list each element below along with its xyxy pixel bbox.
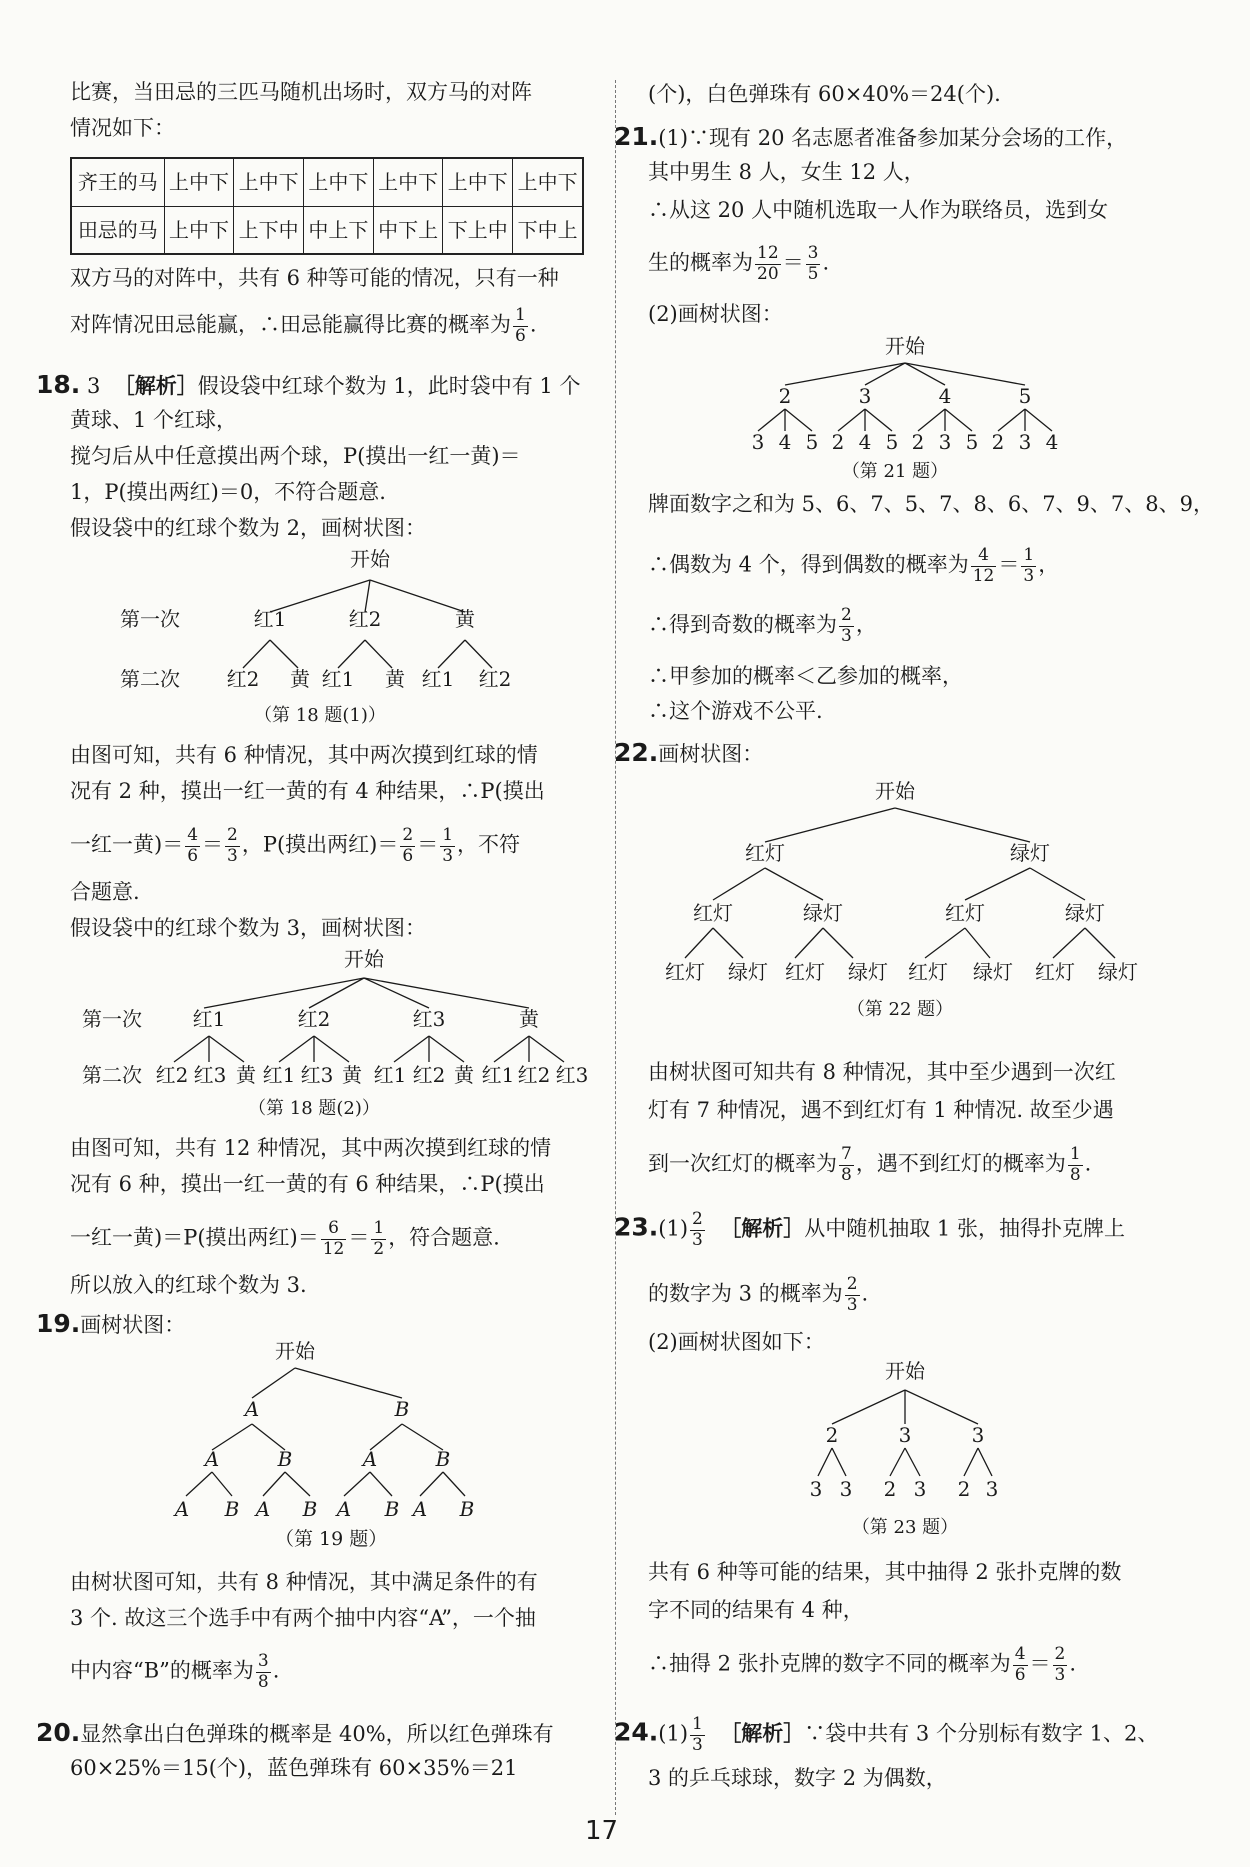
tree-node: 红灯 xyxy=(785,960,825,984)
fraction xyxy=(1013,1645,1028,1685)
table-cell: 下上中 xyxy=(443,206,513,254)
q21-line7 xyxy=(648,546,1059,586)
tree-root: 开始 xyxy=(885,1359,925,1383)
tree-node: 3 xyxy=(1018,430,1032,454)
figure-caption: （第 22 题） xyxy=(846,999,954,1020)
q18-line2: 黄球、1 个红球， xyxy=(70,408,238,432)
text: ∴得到奇数的概率为 xyxy=(648,612,837,637)
frac-den: 12 xyxy=(322,1238,345,1259)
text: 假设袋中红球个数为 1，此时袋中有 1 个 xyxy=(197,374,581,398)
q24-line1 xyxy=(614,1715,1158,1755)
frac-num: 7 xyxy=(841,1144,852,1164)
tree-node: 2 xyxy=(957,1477,971,1501)
frac-num: 6 xyxy=(321,1219,347,1240)
q20-cont: (个)，白色弹珠有 60×40%＝24(个). xyxy=(648,82,1001,106)
frac-num: 1 xyxy=(373,1218,385,1238)
text: ＝ xyxy=(782,250,804,275)
tree-node: 红灯 xyxy=(945,901,985,925)
tree-node: 红1 xyxy=(421,667,455,691)
tree-node: 红2 xyxy=(478,667,512,691)
tree-root: 开始 xyxy=(350,547,390,571)
table-cell: 上中下 xyxy=(304,158,374,206)
tree-node: 红1 xyxy=(321,667,355,691)
q21-line6: 牌面数字之和为 5、6、7、5、7、8、6、7、9、7、8、9， xyxy=(648,492,1215,516)
fraction xyxy=(839,1145,854,1185)
text: ＝ xyxy=(348,1225,370,1250)
tree-diagram-q19 xyxy=(160,1340,490,1520)
q21-line10: ∴这个游戏不公平. xyxy=(648,699,823,723)
fraction xyxy=(1068,1145,1083,1185)
q21-line5: (2)画树状图： xyxy=(648,302,783,326)
table-cell: 上中下 xyxy=(164,206,234,254)
fraction xyxy=(755,244,781,284)
frac-num: 12 xyxy=(757,243,779,263)
q22-p-line3 xyxy=(648,1145,1091,1185)
tree-node: 2 xyxy=(911,430,925,454)
q18-p1-line2: 况有 2 种，摸出一红一黄的有 4 种结果，∴P(摸出 xyxy=(70,779,545,803)
tree-node: A xyxy=(174,1497,190,1521)
tree-node: 红1 xyxy=(192,1007,226,1031)
q19-p-line1: 由树状图可知，共有 8 种情况，其中满足条件的有 xyxy=(70,1570,538,1594)
tree-node: 红2 xyxy=(348,607,382,631)
text: . xyxy=(1084,1151,1092,1176)
q21-line4 xyxy=(648,244,829,284)
frac-den: 8 xyxy=(257,1671,269,1692)
tree-node: 5 xyxy=(965,430,979,454)
q20-line1 xyxy=(36,1720,554,1745)
figure-caption: （第 18 题(1)） xyxy=(254,705,386,726)
tree-diagram-q18-2 xyxy=(74,948,594,1124)
tree-node: 红灯 xyxy=(665,960,705,984)
text: . xyxy=(1069,1651,1077,1676)
q22-p-line2: 灯有 7 种情况，遇不到红灯有 1 种情况. 故至少遇 xyxy=(648,1098,1114,1122)
text: 显然拿出白色弹珠的概率是 40%，所以红色弹珠有 xyxy=(80,1722,554,1746)
column-divider xyxy=(615,80,616,1815)
tree-node: B xyxy=(435,1447,451,1471)
text: ＝ xyxy=(417,832,439,857)
q18-p1-line1: 由图可知，共有 6 种情况，其中两次摸到红球的情 xyxy=(70,743,538,767)
tree-node: A xyxy=(204,1447,220,1471)
text: 中内容“B”的概率为 xyxy=(70,1658,254,1683)
fraction xyxy=(225,826,240,866)
tree-node: 红2 xyxy=(412,1063,446,1087)
tree-node: 2 xyxy=(991,430,1005,454)
table-cell: 上中下 xyxy=(373,158,443,206)
frac-den: 3 xyxy=(692,1229,703,1250)
text: ∴抽得 2 张扑克牌的数字不同的概率为 xyxy=(648,1651,1011,1676)
tree-node: 绿灯 xyxy=(1098,960,1138,984)
q21-line9: ∴甲参加的概率＜乙参加的概率， xyxy=(648,664,963,688)
frac-den: 3 xyxy=(846,1294,858,1315)
frac-num: 2 xyxy=(1054,1644,1066,1664)
tree-diagram-q23 xyxy=(790,1358,1030,1548)
tree-root: 开始 xyxy=(885,334,925,358)
text: (1)∵现有 20 名志愿者准备参加某分会场的工作， xyxy=(658,126,1128,150)
table-cell: 中下上 xyxy=(373,206,443,254)
tree-node: B xyxy=(394,1397,410,1421)
figure-caption: （第 21 题） xyxy=(841,461,949,482)
fraction xyxy=(845,1275,860,1315)
question-number: 21. xyxy=(614,122,659,151)
page-number: 17 xyxy=(585,1816,619,1846)
fraction xyxy=(971,546,997,586)
tree-node: 3 xyxy=(839,1477,853,1501)
text: 对阵情况田忌能赢，∴田忌能赢得比赛的概率为 xyxy=(70,312,511,337)
tree-node: 红灯 xyxy=(745,841,785,865)
tree-node: 绿灯 xyxy=(1010,841,1050,865)
tree-node: A xyxy=(244,1397,260,1421)
tree-node: 红灯 xyxy=(908,960,948,984)
fraction xyxy=(513,306,528,346)
tree-node: 4 xyxy=(778,430,792,454)
tree-node: 3 xyxy=(858,384,872,408)
text: ∵袋中共有 3 个分别标有数字 1、2、 xyxy=(804,1721,1159,1746)
frac-num: 3 xyxy=(257,1651,269,1671)
q18-p2-line1: 由图可知，共有 12 种情况，其中两次摸到红球的情 xyxy=(70,1136,552,1160)
table-cell: 下中上 xyxy=(513,206,583,254)
frac-den: 3 xyxy=(442,845,454,866)
q18-line1 xyxy=(36,372,580,397)
text: (1) xyxy=(658,1216,689,1241)
frac-num: 1 xyxy=(515,305,526,325)
tree-node: 黄 xyxy=(454,1063,474,1087)
tree-node: A xyxy=(336,1497,352,1521)
tree-node: 红2 xyxy=(517,1063,551,1087)
horse-matchup-table xyxy=(70,157,584,255)
analysis-tag: ［解析］ xyxy=(720,1215,805,1241)
q18-line5: 假设袋中的红球个数为 2，画树状图： xyxy=(70,516,427,540)
table-row xyxy=(71,206,583,254)
frac-num: 1 xyxy=(1023,545,1035,565)
q21-line8 xyxy=(648,606,877,646)
frac-den: 8 xyxy=(1069,1164,1081,1185)
text: ∴偶数为 4 个，得到偶数的概率为 xyxy=(648,552,969,577)
q19-line1 xyxy=(36,1311,185,1336)
q22-line1 xyxy=(614,740,763,765)
question-number: 18. xyxy=(36,370,81,399)
text: 一红一黄)＝ xyxy=(70,832,184,857)
tree-node: 红2 xyxy=(297,1007,331,1031)
text: . xyxy=(861,1281,869,1306)
q23-p-line3 xyxy=(648,1645,1076,1685)
tree-node: 红灯 xyxy=(1035,960,1075,984)
tree-node: 黄 xyxy=(519,1007,539,1031)
text: . xyxy=(272,1658,280,1683)
q18-line7: 所以放入的红球个数为 3. xyxy=(70,1273,307,1297)
tree-node: 红3 xyxy=(555,1063,589,1087)
tree-node: 4 xyxy=(1045,430,1059,454)
fraction xyxy=(839,606,854,646)
frac-den: 6 xyxy=(402,845,414,866)
tree-node: 红3 xyxy=(300,1063,334,1087)
q23-line3: (2)画树状图如下： xyxy=(648,1330,825,1354)
text: . xyxy=(822,250,830,275)
text: ，不符 xyxy=(457,832,521,857)
tree-root: 开始 xyxy=(344,947,384,971)
tree-node: 绿灯 xyxy=(1065,901,1105,925)
frac-den: 5 xyxy=(807,263,819,284)
tree-node: 红2 xyxy=(226,667,260,691)
frac-num: 3 xyxy=(807,243,819,263)
row-label: 第二次 xyxy=(120,667,180,691)
frac-den: 3 xyxy=(841,625,852,646)
fraction xyxy=(321,1219,347,1259)
frac-den: 6 xyxy=(1014,1664,1026,1685)
fraction xyxy=(690,1210,705,1250)
text: ， xyxy=(855,612,877,637)
tree-node: A xyxy=(255,1497,271,1521)
fraction xyxy=(806,244,821,284)
tree-node: 红3 xyxy=(412,1007,446,1031)
q20-line2: 60×25%＝15(个)，蓝色弹珠有 60×35%＝21 xyxy=(70,1756,518,1780)
tree-node: 黄 xyxy=(290,667,310,691)
tree-node: 3 xyxy=(898,1423,912,1447)
frac-num: 4 xyxy=(187,825,199,845)
tree-diagram-q21 xyxy=(740,335,1060,485)
q23-p-line1: 共有 6 种等可能的结果，其中抽得 2 张扑克牌的数 xyxy=(648,1560,1122,1584)
text: 生的概率为 xyxy=(648,250,753,275)
q22-p-line1: 由树状图可知共有 8 种情况，其中至少遇到一次红 xyxy=(648,1060,1116,1084)
table-row xyxy=(71,158,583,206)
tree-node: 绿灯 xyxy=(848,960,888,984)
tree-node: 3 xyxy=(985,1477,999,1501)
text: ，符合题意. xyxy=(388,1225,500,1250)
tree-node: 红1 xyxy=(253,607,287,631)
tree-root: 开始 xyxy=(875,779,915,803)
tree-node: 黄 xyxy=(455,607,475,631)
q18-p2-line3 xyxy=(70,1219,500,1259)
q21-line2: 其中男生 8 人，女生 12 人， xyxy=(648,160,925,184)
q19-p-line2: 3 个. 故这三个选手中有两个抽中内容“A”，一个抽 xyxy=(70,1606,536,1630)
q21-line1 xyxy=(614,124,1127,149)
tree-node: 黄 xyxy=(342,1063,362,1087)
table-cell: 上中下 xyxy=(164,158,234,206)
question-number: 19. xyxy=(36,1309,81,1338)
table-cell: 齐王的马 xyxy=(71,158,164,206)
tree-node: 黄 xyxy=(385,667,405,691)
q17-intro-line1: 比赛，当田忌的三匹马随机出场时，双方马的对阵 xyxy=(70,80,532,104)
q18-p1-line3 xyxy=(70,826,520,866)
frac-num: 2 xyxy=(402,825,414,845)
tree-node: 绿灯 xyxy=(728,960,768,984)
row-label: 第一次 xyxy=(82,1007,142,1031)
tree-diagram-q22 xyxy=(655,780,1155,1040)
fraction xyxy=(690,1715,705,1755)
figure-caption: （第 23 题） xyxy=(851,1517,959,1538)
text: ，遇不到红灯的概率为 xyxy=(855,1151,1066,1176)
tree-node: B xyxy=(302,1497,318,1521)
tree-node: 2 xyxy=(883,1477,897,1501)
q18-line4: 1，P(摸出两红)＝0，不符合题意. xyxy=(70,480,386,504)
tree-node: 5 xyxy=(1018,384,1032,408)
fraction xyxy=(1021,546,1036,586)
tree-node: 红灯 xyxy=(693,901,733,925)
tree-root: 开始 xyxy=(275,1339,315,1363)
tree-node: 红1 xyxy=(262,1063,296,1087)
tree-node: 2 xyxy=(825,1423,839,1447)
text: 一红一黄)＝P(摸出两红)＝ xyxy=(70,1225,319,1250)
figure-caption: （第 19 题） xyxy=(275,1528,388,1550)
tree-node: 3 xyxy=(913,1477,927,1501)
frac-num: 1 xyxy=(1069,1144,1081,1164)
row-label: 第二次 xyxy=(82,1063,142,1087)
frac-den: 6 xyxy=(187,845,199,866)
frac-den: 3 xyxy=(692,1734,703,1755)
row-label: 第一次 xyxy=(120,607,180,631)
question-number: 24. xyxy=(614,1717,659,1747)
q17-intro-line2: 情况如下： xyxy=(70,116,175,140)
q21-line3: ∴从这 20 人中随机选取一人作为联络员，选到女 xyxy=(648,198,1109,222)
text: ， xyxy=(1038,552,1060,577)
tree-node: 5 xyxy=(885,430,899,454)
tree-node: 红2 xyxy=(155,1063,189,1087)
table-cell: 上下中 xyxy=(234,206,304,254)
q23-line2 xyxy=(648,1275,868,1315)
text: 的数字为 3 的概率为 xyxy=(648,1281,843,1306)
q18-line6: 假设袋中的红球个数为 3，画树状图： xyxy=(70,916,427,940)
text: 到一次红灯的概率为 xyxy=(648,1151,837,1176)
fraction xyxy=(400,826,415,866)
tree-node: A xyxy=(412,1497,428,1521)
tree-node: B xyxy=(459,1497,475,1521)
tree-node: 3 xyxy=(938,430,952,454)
question-number: 22. xyxy=(614,738,659,767)
tree-node: 绿灯 xyxy=(973,960,1013,984)
tree-node: 3 xyxy=(751,430,765,454)
table-cell: 田忌的马 xyxy=(71,206,164,254)
tree-node: 绿灯 xyxy=(803,901,843,925)
frac-num: 4 xyxy=(1014,1644,1026,1664)
frac-num: 1 xyxy=(692,1714,703,1734)
frac-num: 4 xyxy=(971,546,997,567)
tree-node: 红3 xyxy=(193,1063,227,1087)
tree-node: B xyxy=(277,1447,293,1471)
tree-node: B xyxy=(384,1497,400,1521)
table-cell: 上中下 xyxy=(443,158,513,206)
analysis-tag: ［解析］ xyxy=(720,1720,805,1746)
frac-den: 12 xyxy=(972,565,995,586)
frac-den: 2 xyxy=(373,1238,385,1259)
table-cell: 中上下 xyxy=(304,206,374,254)
tree-node: 红1 xyxy=(373,1063,407,1087)
frac-den: 20 xyxy=(757,263,779,284)
text: ＝ xyxy=(202,832,224,857)
text: ＝ xyxy=(1029,1651,1051,1676)
q19-p-line3 xyxy=(70,1652,279,1692)
tree-node: 4 xyxy=(938,384,952,408)
frac-den: 6 xyxy=(515,325,526,346)
tree-node: A xyxy=(362,1447,378,1471)
analysis-tag: ［解析］ xyxy=(113,373,198,398)
tree-node: 黄 xyxy=(236,1063,256,1087)
tree-node: 红1 xyxy=(481,1063,515,1087)
tree-node: B xyxy=(224,1497,240,1521)
tree-diagram-q18-1 xyxy=(120,546,560,726)
table-cell: 上中下 xyxy=(513,158,583,206)
q23-line1 xyxy=(614,1210,1125,1250)
frac-den: 3 xyxy=(1023,565,1035,586)
text: 从中随机抽取 1 张，抽得扑克牌上 xyxy=(804,1216,1125,1241)
frac-den: 8 xyxy=(841,1164,852,1185)
question-number: 23. xyxy=(614,1212,659,1242)
q18-line3: 搅匀后从中任意摸出两个球，P(摸出一红一黄)＝ xyxy=(70,444,521,468)
q23-p-line2: 字不同的结果有 4 种， xyxy=(648,1598,864,1622)
figure-caption: （第 18 题(2)） xyxy=(248,1098,380,1119)
q24-line2: 3 的乒乓球球，数字 2 为偶数， xyxy=(648,1766,947,1790)
tree-node: 2 xyxy=(831,430,845,454)
table-cell: 上中下 xyxy=(234,158,304,206)
fraction xyxy=(440,826,455,866)
frac-num: 2 xyxy=(846,1274,858,1294)
frac-num: 2 xyxy=(227,825,238,845)
question-number: 20. xyxy=(36,1718,81,1747)
q17-after-line1: 双方马的对阵中，共有 6 种等可能的情况，只有一种 xyxy=(70,266,559,290)
frac-num: 1 xyxy=(442,825,454,845)
tree-node: 4 xyxy=(858,430,872,454)
answer: 3 xyxy=(86,374,101,398)
text: (1) xyxy=(658,1721,689,1746)
tree-node: 2 xyxy=(778,384,792,408)
tree-node: 3 xyxy=(809,1477,823,1501)
q18-p1-line4: 合题意. xyxy=(70,880,140,904)
q18-p2-line2: 况有 6 种，摸出一红一黄的有 6 种结果，∴P(摸出 xyxy=(70,1172,545,1196)
frac-num: 2 xyxy=(841,605,852,625)
frac-num: 2 xyxy=(692,1209,703,1229)
text: ＝ xyxy=(998,552,1020,577)
q17-after-line2 xyxy=(70,306,537,346)
text: . xyxy=(529,312,537,337)
text: 画树状图： xyxy=(658,742,764,766)
text: ，P(摸出两红)＝ xyxy=(241,832,399,857)
fraction xyxy=(256,1652,271,1692)
tree-node: 3 xyxy=(971,1423,985,1447)
frac-den: 3 xyxy=(227,845,238,866)
fraction xyxy=(1053,1645,1068,1685)
text: 画树状图： xyxy=(80,1313,186,1337)
tree-node: 5 xyxy=(805,430,819,454)
fraction xyxy=(371,1219,386,1259)
frac-den: 3 xyxy=(1054,1664,1066,1685)
fraction xyxy=(185,826,200,866)
